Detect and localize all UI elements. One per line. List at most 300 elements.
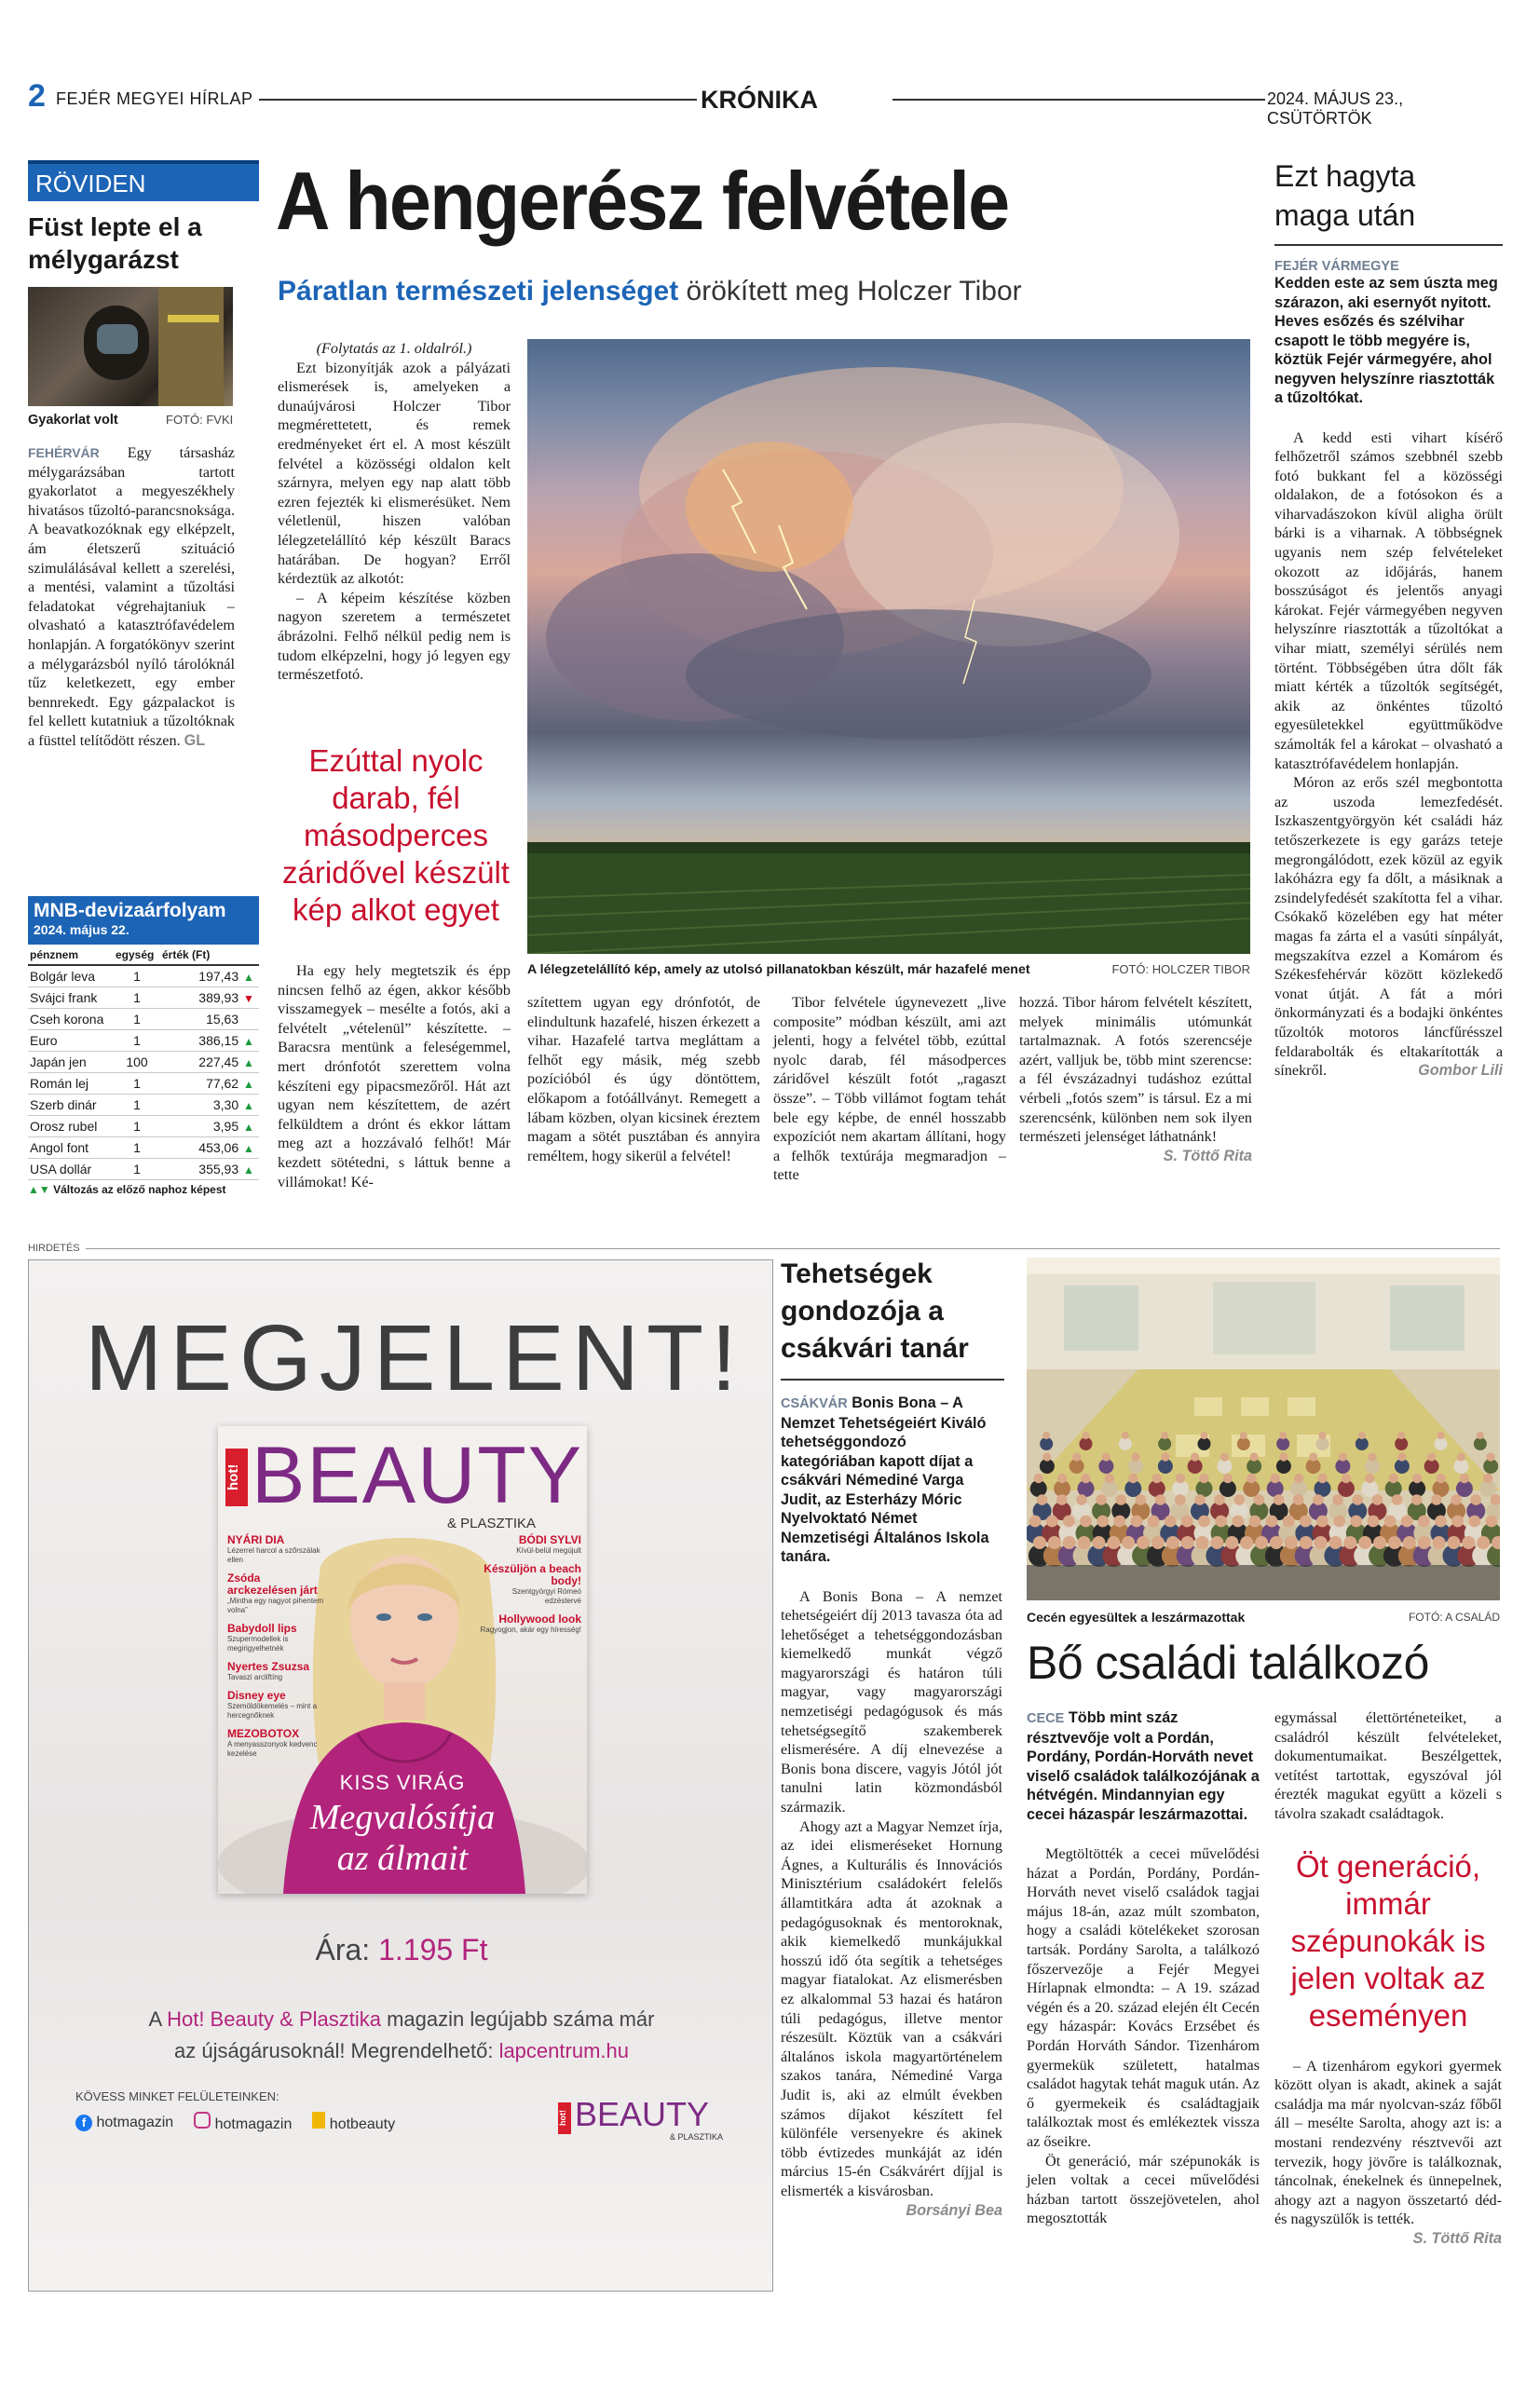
cover-name: KISS VIRÁG [339, 1771, 466, 1794]
crowd-head [1210, 1536, 1223, 1549]
fx-row [28, 1072, 259, 1094]
crowd-head [1048, 1536, 1061, 1549]
talent-article [781, 1256, 1004, 2220]
fx-value: 453,06 [198, 1139, 239, 1155]
crowd-person [1158, 1437, 1171, 1450]
crowd-head [1181, 1516, 1193, 1528]
cover-teaser [227, 1661, 332, 1682]
fx-currency: USA dollár [28, 1158, 114, 1179]
ad-follow: KÖVESS MINKET FELÜLETEINKEN: [75, 2089, 279, 2103]
cover-teaser-sub: „Mintha egy nagyot pihentem volna” [227, 1597, 324, 1614]
crowd-head [1477, 1432, 1484, 1439]
crowd-head [1092, 1536, 1105, 1549]
cover-teaser [227, 1728, 332, 1759]
section-badge: RÖVIDEN [28, 160, 259, 201]
crowd-head [1131, 1516, 1143, 1528]
crowd-head [1042, 1452, 1051, 1461]
crowd-head [1072, 1452, 1081, 1461]
ad-text-a: A [148, 2007, 168, 2031]
crowd-head [1181, 1536, 1194, 1549]
reunion-body3: – A tizenhárom egykori gyermek között olyan is akadt, akinek a saját családja ma már nyolcvan-száz főből áll – mesélte Sarolta, ahogy azt is: a mostani rendezvény résztvevői azt tervezik, hogy jövőre is találkoznak, táncolnak, énekelnek és ünnepelnek, ahogy azt a nagyon összetartó déd- és nagyszülők is tették. [1274, 2057, 1502, 2228]
advertisement [28, 1243, 773, 2292]
crowd-head [1029, 1516, 1042, 1528]
reunion-photo-credit: FOTÓ: A CSALÁD [1408, 1611, 1500, 1624]
ad-price-value: 1.195 Ft [378, 1933, 488, 1966]
crowd-head [1384, 1516, 1397, 1528]
cover-tagline-2: az álmait [336, 1839, 469, 1878]
crowd-head [1403, 1536, 1416, 1549]
cover-teaser-sub: A menyasszonyok kedvenc kezelése [227, 1740, 318, 1758]
page-header [28, 78, 1500, 128]
crowd-head [1418, 1536, 1431, 1549]
cover-teaser [479, 1563, 581, 1606]
fx-header-value: érték (Ft) [160, 945, 259, 965]
crowd-head [1057, 1474, 1067, 1483]
crowd-head [1191, 1452, 1199, 1461]
cover-subtitle: & PLASZTIKA [447, 1516, 537, 1531]
crowd-head [1285, 1536, 1298, 1549]
crowd-head [1155, 1494, 1166, 1505]
crowd-head [1037, 1494, 1048, 1505]
reunion-body1b: Öt generáció, már szépunokák is jelen voltak a cecei művelődési házban tartott összejövetelen, ahol megosztották [1027, 2152, 1260, 2227]
facebook-icon: f [75, 2115, 92, 2131]
cover-teaser-sub: Ragyogjon, akár egy híresség! [480, 1626, 581, 1634]
storm-photo-caption: A lélegzetelállító kép, amely az utolsó pillanatokban készült, már hazafelé menet [527, 962, 1030, 977]
sidebar-signature: Gombor Lili [1418, 1062, 1503, 1080]
crowd-head [1447, 1536, 1460, 1549]
crowd-head [1096, 1494, 1107, 1505]
crowd-head [1132, 1452, 1140, 1461]
brief-photo [28, 287, 233, 406]
sidebar-body2: Móron az erős szél megbontotta az uszoda lemezfedését. Iszkaszentgyörgyön két családi ház tetőszerkezete is egy garázs teteje megrongálódott, ezek közül az egyik lakóházra egy fa dőlt, a másiknak a zsindelyfedését szakította fel a vihar. Csókakő közelében egy hat méter magas fa zárta el a vasúti sínpályát, megszakítva ezzel a Komárom és Székesfehérvár között közlekedő vonat útját. A fát a móri önkormányzati és a bodajki önkéntes tűzoltók motoros láncfűrésszel feldarabolták és eltakarították a sínekről. [1274, 774, 1503, 1080]
crowd-head [1107, 1536, 1120, 1549]
crowd-head [1056, 1494, 1068, 1505]
ad-price-label: Ára: [315, 1933, 379, 1966]
fx-value: 386,15 [198, 1032, 239, 1048]
crowd-head [1368, 1516, 1380, 1528]
tiktok-handle: hotbeauty [329, 2116, 396, 2132]
fx-change-icon: ▲ [243, 970, 254, 984]
crowd-head [1196, 1536, 1209, 1549]
crowd-head [1431, 1494, 1442, 1505]
crowd-head [1161, 1432, 1168, 1439]
ad-text-c: az újságárusoknál! Megrendelhető: [174, 2039, 499, 2062]
crowd-head [1373, 1536, 1386, 1549]
cover-tagline-1: Megvalósítja [309, 1798, 496, 1837]
ad-logo [558, 2095, 744, 2143]
crowd-head [1436, 1474, 1445, 1483]
instagram-icon [194, 2112, 211, 2129]
crowd-head [1249, 1516, 1261, 1528]
talent-signature: Borsányi Bea [906, 2201, 1002, 2219]
fx-currency: Japán jen [28, 1051, 114, 1072]
main-col3-text: Tibor felvétele úgynevezett „live composite” módban készült, ami azt jelenti, hogy a felvétel több, ezúttal nyolc darab, fél másodperces záridővel készült fotót „ragaszt össze”. – Több villámot fogtam tehát bele egy képbe, de ennél hosszabb expozíciót nem akartam állítani, hogy a felhők textúrája megmaradjon – tette [773, 994, 1006, 1184]
fx-currency: Orosz rubel [28, 1115, 114, 1136]
crowd-person [1435, 1437, 1448, 1450]
page-number: 2 [28, 78, 46, 114]
cover-teaser [227, 1534, 332, 1565]
fx-title: MNB-devizaárfolyam [34, 900, 226, 921]
crowd-head [1339, 1452, 1347, 1461]
main-headline: A hengerész felvétele [276, 155, 1009, 247]
crowd-head [1080, 1516, 1092, 1528]
storm-photo-credit: FOTÓ: HOLCZER TIBOR [1111, 962, 1250, 976]
fx-change-icon: ▲ [243, 1077, 254, 1091]
fx-row [28, 1094, 259, 1115]
fx-currency: Angol font [28, 1136, 114, 1158]
crowd-head [1343, 1536, 1356, 1549]
cover-teaser [227, 1623, 332, 1653]
crowd-head [1122, 1432, 1129, 1439]
main-col2-text: szítettem ugyan egy drónfotót, de elindultunk hazafelé, hiszen érkezett a vihar. Hazafelé tartva megláttam a felhőt egy másik, még szebb pozícióból és úgy döntöttem, előkapom a fotóállványt. Remegett a lábam közben, olyan kicsinek éreztem magam a sötét pusztában és annyira reméltem, hogy sikerül a felvétel! [527, 994, 760, 1164]
fx-footnote: Változás az előző naphoz képest [53, 1182, 226, 1196]
main-subhead-colored: Páratlan természeti jelenséget [278, 276, 679, 306]
crowd-head [1418, 1516, 1430, 1528]
crowd-head [1166, 1536, 1179, 1549]
fx-change-icon: ▲ [243, 1098, 254, 1112]
ad-headline: MEGJELENT! [85, 1306, 744, 1410]
cover-teaser [479, 1613, 581, 1635]
cover-teaser [479, 1534, 581, 1556]
brief-title: Füst lepte el a mélygarázst [28, 212, 202, 274]
ad-logo-sub: & PLASZTIKA [670, 2132, 724, 2142]
crowd-head [1198, 1516, 1210, 1528]
fx-unit: 1 [114, 1008, 160, 1029]
crowd-head [1165, 1516, 1177, 1528]
cover-teaser-sub: Kívül-belül megújult [516, 1546, 581, 1555]
crowd-head [1097, 1516, 1109, 1528]
talent-location: CSÁKVÁR [781, 1396, 848, 1411]
crowd-head [1033, 1536, 1046, 1549]
crowd-head [1300, 1536, 1313, 1549]
crowd-head [1333, 1516, 1345, 1528]
ad-logo-title: BEAUTY [575, 2095, 710, 2133]
crowd-head [1254, 1494, 1265, 1505]
crowd-head [1034, 1474, 1043, 1483]
crowd-head [1397, 1452, 1406, 1461]
fx-footnote-arrows-icon: ▲▼ [28, 1182, 50, 1196]
crowd-person [1395, 1437, 1408, 1450]
crowd-head [1115, 1494, 1126, 1505]
fx-value: 355,93 [198, 1161, 239, 1177]
crowd-head [1462, 1536, 1475, 1549]
cover-hot-logo: hot! [225, 1449, 248, 1506]
reunion-location: CECE [1027, 1711, 1065, 1726]
crowd-head [1460, 1474, 1469, 1483]
fx-unit: 1 [114, 1136, 160, 1158]
reunion-photo-caption: Cecén egyesültek a leszármazottak [1027, 1610, 1246, 1625]
talent-body: A Bonis Bona – A nemzet tehetségeiért díj 2013 tavasza óta ad lehetőséget a tehetséggondozásban kiemelkedő munkát végző magyarországi és határon túli magyar, vagy magyarországi nemzetiségi pedagógusok és más tehetségsegítő szakemberek elismerésére. A díj elnevezése a Bonis bona discere, vagyis Jótól jót tanulni latin közmondásból származik. [781, 1587, 1002, 1816]
reunion-signature: S. Töttő Rita [1412, 2229, 1502, 2247]
fx-unit: 1 [114, 1094, 160, 1115]
crowd-head [1294, 1474, 1303, 1483]
sidebar-title: Ezt hagyta maga után [1274, 159, 1416, 232]
fx-row [28, 1136, 259, 1158]
talent-title: Tehetségek gondozója a csákvári tanár [781, 1258, 969, 1364]
crowd-head [1063, 1536, 1076, 1549]
reunion-pull-quote: Öt generáció, immár szépunokák is jelen voltak az eseményen [1290, 1848, 1486, 2033]
brief-photo-credit: FOTÓ: FVKI [166, 413, 234, 427]
crowd-head [1486, 1516, 1498, 1528]
main-col1-text: Ezt bizonyítják azok a pályázati elismerések is, amelyeken a dunaújvárosi Holczer Tibor megmérettetett, és remek eredményeket ért el. A most készült felvétel a közösségi oldalon kelt szárnyra, melyen egy nap alatt több ezren fejezték ki elismerésüket. Nem véletlenül, hiszen valóban lélegzetelállító kép készült Baracs határában. De hogyan? Erről kérdeztük az alkotót: [278, 359, 511, 588]
crowd-head [1283, 1516, 1295, 1528]
cover-teaser-title: Disney eye [227, 1689, 286, 1702]
crowd-head [1046, 1516, 1058, 1528]
crowd-head [1358, 1536, 1371, 1549]
talent-body2: Ahogy azt a Magyar Nemzet írja, az idei elismeréseket Hornung Ágnes, a Kulturális és Innovációs Minisztérium családokért felelős államtitkára adta át azoknak a pedagógusoknak és mentoroknak, akik kiemelkedő munkájukkal hosszú idő óta segítik a tehetséges magyar fiatalokat. Az elismerésben ez alkalommal 53 hazai és határon túli pedagógus, illetve mentor részesült. Köztük van a csákvári általános iskola magyartörténelem szakos tanára, Némediné Varga Judit is, aki az elmúlt években számos díjakot készített fel különféle versenyekre és akinek több évtizedes munkáját az idén március 15-én Csákvárért díjjal is elismerték a kisvárosban. [781, 1817, 1002, 2199]
fx-date: 2024. május 22. [34, 922, 129, 937]
fx-currency: Bolgár leva [28, 965, 114, 986]
crowd-head [1240, 1536, 1253, 1549]
magazine-cover[interactable] [218, 1426, 587, 1894]
reunion-body1: Megtöltötték a cecei művelődési házat a Pordán, Pordány, Pordán-Horváth nevet viselő családok tagjai május 18-án, azaz múlt szombaton, hogy a családi kötelékeket szorosan tartsák. Pordány Sarolta, a találkozó főszervezője a Fejér Megyei Hírlapnak elmondta: – A 19. század végén és a 20. század elején élt Cecén egy házaspár: Kovács Erzsébet és Pordán Horváth Sándor. Tizenhárom gyermekük született, hatalmas családot hagytak tehát maguk után. Az ő gyermekeik és családtagjaik találkoztak most és emlékeztek vissza az őseikre. [1027, 1845, 1260, 2150]
cover-title: BEAUTY [252, 1431, 584, 1520]
crowd-head [1468, 1516, 1480, 1528]
fx-header-currency: pénznem [28, 945, 114, 965]
sidebar [1274, 156, 1503, 1081]
crowd-head [1105, 1474, 1114, 1483]
fx-unit: 1 [114, 1072, 160, 1094]
crowd-head [1152, 1474, 1162, 1483]
facebook-handle: hotmagazin [96, 2114, 174, 2130]
fx-change-icon: ▲ [243, 1120, 254, 1134]
crowd-head [1270, 1536, 1283, 1549]
main-subhead-rest: örökített meg Holczer Tibor [678, 276, 1022, 306]
crowd-head [1113, 1516, 1125, 1528]
fx-currency: Cseh korona [28, 1008, 114, 1029]
cover-teaser-sub: Tavaszi arcliftíng [227, 1673, 283, 1681]
crowd-head [1271, 1474, 1280, 1483]
crowd-person [1119, 1437, 1132, 1450]
crowd-person [1198, 1437, 1211, 1450]
cover-teaser-title: MEZOBOTOX [227, 1727, 300, 1740]
fx-table [28, 945, 259, 1180]
crowd-head [1255, 1536, 1268, 1549]
bookmark-icon [312, 2112, 325, 2129]
fx-unit: 1 [114, 986, 160, 1008]
crowd-head [1161, 1452, 1169, 1461]
briefs-column [28, 160, 259, 751]
storm-photo [527, 339, 1250, 954]
crowd-head [1279, 1452, 1288, 1461]
crowd-head [1319, 1432, 1327, 1439]
issue-date: 2024. MÁJUS 23., CSÜTÖRTÖK [1267, 89, 1404, 128]
ad-logo-hot: hot! [558, 2102, 571, 2134]
crowd-head [1412, 1474, 1422, 1483]
crowd-head [1365, 1474, 1374, 1483]
crowd-head [1293, 1494, 1304, 1505]
fx-row [28, 1008, 259, 1029]
crowd-head [1358, 1432, 1366, 1439]
crowd-head [1266, 1516, 1278, 1528]
main-col1b-text: – A képeim készítése közben nagyon szeretem a természetet ábrázolni. Felhő nélkül pedig nem is tudom elképzelni, hogy jó legyen egy természetfotó. [278, 589, 511, 684]
crowd-head [1225, 1536, 1238, 1549]
crowd-head [1451, 1494, 1462, 1505]
crowd-head [1470, 1494, 1481, 1505]
sidebar-location: FEJÉR VÁRMEGYE [1274, 259, 1399, 274]
ad-label: HIRDETÉS [28, 1243, 86, 1254]
crowd-head [1274, 1494, 1285, 1505]
crowd-head [1199, 1474, 1208, 1483]
fx-change-icon: ▲ [243, 1141, 254, 1155]
crowd-head [1250, 1452, 1259, 1461]
fx-change-icon: ▲ [243, 1055, 254, 1069]
fx-row [28, 1029, 259, 1051]
fx-value: 3,95 [212, 1118, 239, 1134]
crowd-head [1223, 1474, 1233, 1483]
instagram-link[interactable] [194, 2112, 292, 2133]
sidebar-body1: A kedd esti vihart kísérő felhőzetről számos szebbnél szebb fotó bukkant fel a közösségi oldalakon, de a fotósokon és a viharvadászokon kívül aligha örült bárki is a viharnak. A többségnek ugyanis nem szép felvételeket okozott az időjárás, hanem bosszúságot és jelentős anyagi károkat. Fejér vármegyében negyven helyszínre riasztották a tűzoltókat a vihar miatt, személyi sérülés nem történt. Többségében útra dőlt fák miatt kérték a tűzoltók segítségét, akik az önkéntes tűzoltó egyesületekkel együttműködve számolták fel a károkat – olvasható a katasztrófavédelem honlapján. [1274, 429, 1503, 772]
cover-teaser-sub: Szemöldökemelés – mint a hercegnőknek [227, 1702, 318, 1720]
crowd-head [1201, 1432, 1208, 1439]
crowd-head [1076, 1494, 1087, 1505]
newspaper-name: FEJÉR MEGYEI HÍRLAP [56, 89, 253, 108]
crowd-head [1317, 1474, 1327, 1483]
crowd-head [1102, 1452, 1110, 1461]
fx-change-icon: ▲ [243, 1163, 254, 1177]
fx-change-icon: ▲ [243, 1034, 254, 1048]
fx-value: 15,63 [206, 1011, 239, 1027]
crowd-head [1397, 1432, 1405, 1439]
crowd-head [1063, 1516, 1075, 1528]
crowd-head [1328, 1536, 1342, 1549]
crowd-head [1427, 1452, 1436, 1461]
crowd-head [1128, 1474, 1138, 1483]
crowd-head [1078, 1536, 1091, 1549]
fx-currency: Euro [28, 1029, 114, 1051]
ad-text-brand: Hot! Beauty & Plasztika [167, 2007, 381, 2031]
fx-value: 3,30 [212, 1096, 239, 1112]
reunion-lead: Több mint száz résztvevője volt a Pordán, Pordány, Pordán-Horváth nevet viselő családok találkozójának a hétvégén. Mindannyian egy cecei házaspár leszármazottai. [1027, 1709, 1260, 1823]
crowd-head [1083, 1432, 1090, 1439]
crowd-head [1350, 1516, 1362, 1528]
crowd-head [1279, 1432, 1287, 1439]
fx-value: 227,45 [198, 1054, 239, 1069]
fx-row [28, 1158, 259, 1179]
crowd-head [1194, 1494, 1206, 1505]
reunion-photo [1027, 1258, 1500, 1600]
crowd-head [1042, 1432, 1050, 1439]
fx-row [28, 965, 259, 986]
fx-header-unit: egység [114, 945, 160, 965]
crowd-head [1232, 1516, 1244, 1528]
cover-teaser-title: Hollywood look [498, 1612, 581, 1626]
crowd-head [1151, 1536, 1165, 1549]
crowd-head [1148, 1516, 1160, 1528]
crowd-head [1313, 1494, 1324, 1505]
cover-teaser-sub: Szentgyörgyi Rómeó edzéstervé [511, 1587, 581, 1605]
crowd-person [1040, 1437, 1053, 1450]
crowd-head [1401, 1516, 1413, 1528]
crowd-head [1389, 1474, 1398, 1483]
cover-teaser-title: Zsóda arckezelésen járt [227, 1571, 318, 1597]
talent-lead: Bonis Bona – A Nemzet Tehetségeiért Kiváló tehetséggondozó kategóriában kapott díjat a csákvári Némediné Varga Judit, az Esterházy Móric Nyelvoktató Német Nemzetiségi Általános Iskola tanára. [781, 1394, 989, 1565]
reunion-title: Bő családi találkozó [1027, 1637, 1429, 1689]
main-pull-quote: Ezúttal nyolc darab, fél másodperces záridővel készült kép alkot egyet [282, 743, 510, 927]
crowd-head [1451, 1516, 1464, 1528]
continued-note: (Folytatás az 1. oldalról.) [316, 340, 472, 357]
crowd-person [1474, 1437, 1487, 1450]
fx-row [28, 1051, 259, 1072]
fx-currency: Román lej [28, 1072, 114, 1094]
crowd-head [1240, 1432, 1247, 1439]
crowd-person [1356, 1437, 1369, 1450]
fx-unit: 1 [114, 1115, 160, 1136]
sidebar-lead: Kedden este az sem úszta meg szárazon, aki esernyőt nyitott. Heves esőzés és szélvihar csapott le több megyére is, köztük Fejér vármegyére, ahol negyven helyszínre riasztották a tűzoltókat. [1274, 275, 1498, 406]
crowd-person [1237, 1437, 1250, 1450]
tiktok-link[interactable] [312, 2112, 395, 2133]
fx-row [28, 1115, 259, 1136]
crowd-head [1483, 1474, 1492, 1483]
cover-teaser-sub: Szupermodellek is megirigyelhetnék [227, 1635, 289, 1653]
main-col4-text: hozzá. Tibor három felvételt készített, melyek minimális utómunkát tartalmaznak. A fotós szerencséje azért, valljuk be, több mint szerencse: a fél évszázadnyi tudáshoz ezúttal vérbeli „fotós szem” is társul. Ez a mi szerencsénk, különben nem sok ilyen természeti jelenséget láthatnánk! [1019, 994, 1252, 1146]
cover-teaser [227, 1572, 332, 1615]
fx-unit: 1 [114, 1158, 160, 1179]
crowd-head [1388, 1536, 1401, 1549]
cover-teaser-title: Készüljön a beach body! [484, 1562, 581, 1587]
crowd-head [1342, 1474, 1351, 1483]
crowd-head [1215, 1516, 1227, 1528]
fx-row [28, 986, 259, 1008]
fx-currency: Szerb dinár [28, 1094, 114, 1115]
crowd-head [1369, 1452, 1377, 1461]
crowd-head [1435, 1516, 1447, 1528]
brief-body: Egy társasház mélygarázsában tartott gyakorlatot a megyeszékhely hivatásos tűzoltó-parancsnoksága. A beavatkozóknak egy elképzelt, ám életszerű szituáció szimulálásával kellett a szerelési, a mentési, valamint a tűzoltási feladatokat végrehajtaniuk – olvasható a katasztrófavédelem honlapján. A forgatókönyv szerint a mélygarázsból nyíló tárolóknál tűz keletkezett, egy ember bennrekedt. Egy gázpalackot is fel kellett kutatniuk a tűzoltóknak a füsttel telítődött részen. [28, 444, 235, 749]
cover-teaser-sub: Lézerrel harcol a szőrszálak ellen [227, 1546, 320, 1564]
crowd-head [1122, 1536, 1135, 1549]
fx-value: 389,93 [198, 989, 239, 1005]
crowd-head [1487, 1452, 1495, 1461]
crowd-head [1176, 1474, 1185, 1483]
instagram-handle: hotmagazin [214, 2116, 293, 2132]
fx-value: 197,43 [198, 968, 239, 984]
cover-teaser-title: Nyertes Zsuzsa [227, 1660, 310, 1673]
facebook-link[interactable] [75, 2115, 173, 2131]
crowd-head [1433, 1536, 1446, 1549]
crowd-head [1372, 1494, 1383, 1505]
crowd-person [1316, 1437, 1329, 1450]
fx-unit: 1 [114, 965, 160, 986]
fx-box [28, 896, 259, 1196]
crowd-head [1220, 1452, 1229, 1461]
crowd-head [1309, 1452, 1317, 1461]
fx-unit: 1 [114, 1029, 160, 1051]
fx-value: 77,62 [206, 1075, 239, 1091]
brief-signature: GL [184, 731, 206, 749]
crowd-head [1081, 1474, 1090, 1483]
section-name: KRÓNIKA [701, 86, 818, 114]
crowd-person [1080, 1437, 1093, 1450]
crowd-head [1457, 1452, 1465, 1461]
crowd-head [1477, 1536, 1490, 1549]
main-subhead [278, 276, 1022, 307]
cover-teaser-title: Babydoll lips [227, 1622, 297, 1635]
crowd-head [1437, 1432, 1445, 1439]
cover-teaser [227, 1690, 332, 1721]
main-col1-top [278, 339, 511, 685]
main-col1c-text: Ha egy hely megtetszik és épp nincsen felhő az égen, akkor később visszamegyek – mesélte a fotós, aki a felvételt „vételenül” készítette. – Baracsra mentünk a feleségemmel, mert drónfotót szerettem volna készíteni egy pipacsmezőről. Hát azt ugyan nem készítettem, de azért felküldtem a drónt és ekkor láttam meg azt a hozzávaló felhőt! Már kezdett sötétedni, s láttuk benne a villámokat! Ké- [278, 962, 511, 1190]
fx-unit: 100 [114, 1051, 160, 1072]
crowd-head [1137, 1536, 1150, 1549]
cover-teaser-title: BÓDI SYLVI [518, 1533, 581, 1546]
crowd-head [1352, 1494, 1363, 1505]
crowd-head [1214, 1494, 1225, 1505]
crowd-head [1247, 1474, 1256, 1483]
ad-link[interactable]: lapcentrum.hu [498, 2039, 629, 2062]
main-signature: S. Töttő Rita [1163, 1147, 1252, 1164]
crowd-head [1411, 1494, 1423, 1505]
crowd-head [1315, 1536, 1328, 1549]
